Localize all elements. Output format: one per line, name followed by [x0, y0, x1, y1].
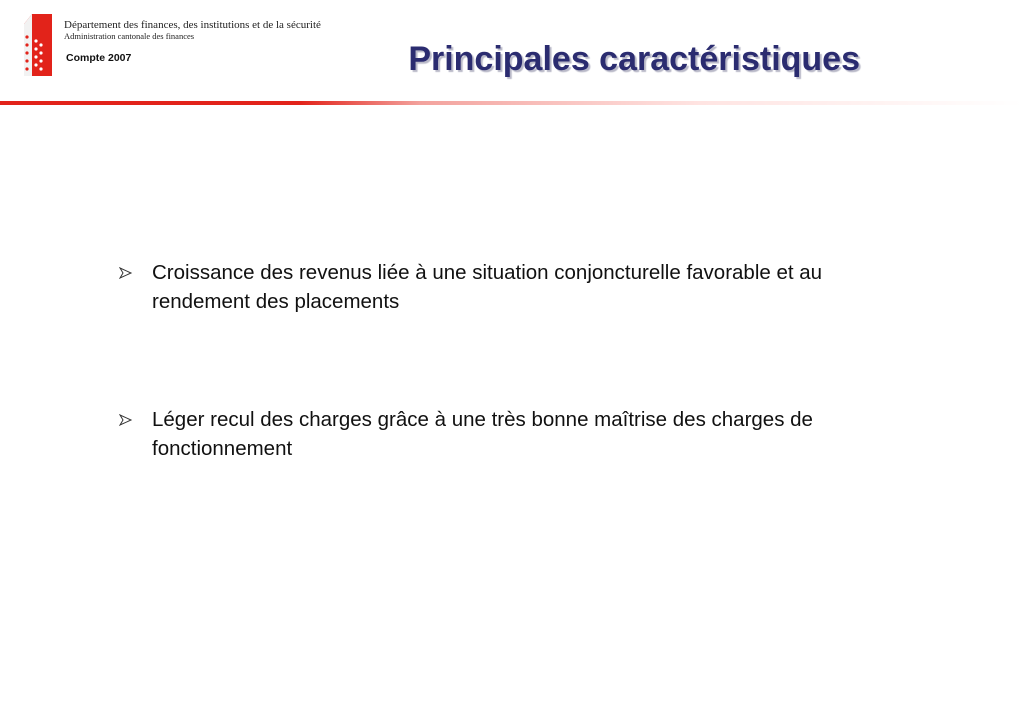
department-name: Département des finances, des institutions et de la sécurité	[64, 19, 321, 31]
arrow-bullet-icon	[119, 414, 133, 426]
list-item	[116, 405, 896, 463]
bullet-text: Croissance des revenus liée à une situation conjoncturelle favorable et au rendement des placements	[152, 261, 823, 313]
administration-name: Administration cantonale des finances	[64, 31, 195, 41]
bullet-text: Léger recul des charges grâce à une très bonne maîtrise des charges de fonctionnement	[152, 408, 813, 460]
arrow-bullet-icon	[119, 267, 133, 279]
list-item	[116, 258, 896, 316]
header-divider	[0, 101, 1023, 105]
bullet-list	[116, 258, 896, 463]
page-title: Principales caractéristiques	[408, 40, 860, 78]
report-label: Compte 2007	[66, 52, 132, 64]
canton-shield-logo	[22, 14, 52, 76]
